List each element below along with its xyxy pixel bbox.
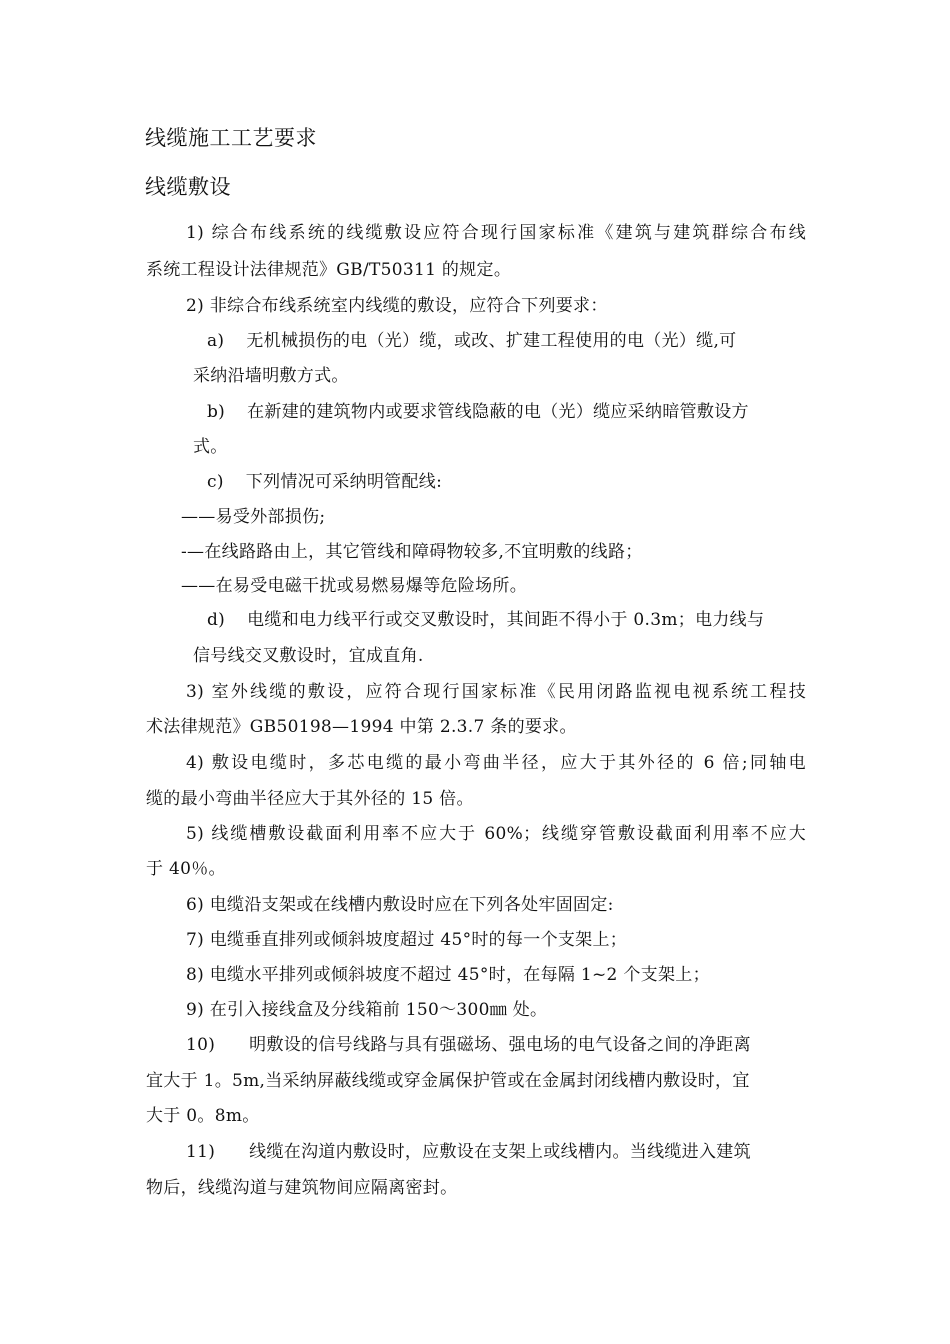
list-item-text: 电缆和电力线平行或交叉敷设时，其间距不得小于 0.3m；电力线与	[247, 610, 765, 630]
paragraph-line: 3) 室外线缆的敷设，应符合现行国家标准《民用闭路监视电视系统工程技	[186, 682, 806, 702]
list-marker: c)	[207, 472, 224, 492]
numbered-item-11	[186, 1144, 751, 1161]
paragraph-line: 信号线交叉敷设时，宜成直角.	[193, 646, 424, 666]
paragraph-line: 于 40％。	[146, 859, 226, 879]
paragraph-line: 术法律规范》GB50198—1994 中第 2.3.7 条的要求。	[146, 717, 577, 737]
list-item-text: 线缆在沟道内敷设时，应敷设在支架上或线槽内。当线缆进入建筑	[249, 1142, 751, 1162]
paragraph-line: 系统工程设计法律规范》GB/T50311 的规定。	[146, 260, 512, 280]
list-item-text: 下列情况可采纳明管配线:	[245, 472, 443, 492]
paragraph-line: 宜大于 1。5m,当采纳屏蔽线缆或穿金属保护管或在金属封闭线槽内敷设时，宜	[146, 1071, 750, 1091]
dash-item: ——易受外部损伤;	[181, 507, 326, 527]
paragraph-line: 8) 电缆水平排列或倾斜坡度不超过 45°时，在每隔 1~2 个支架上；	[186, 965, 710, 985]
paragraph-line: 5) 线缆槽敷设截面利用率不应大于 60%；线缆穿管敷设截面利用率不应大	[186, 824, 806, 844]
paragraph-line: 9) 在引入接线盒及分线箱前 150～300㎜ 处。	[186, 1000, 548, 1020]
numbered-item-10	[186, 1037, 751, 1054]
paragraph-line: 式。	[193, 437, 228, 457]
list-item-d	[207, 612, 764, 629]
paragraph-line: 大于 0。8m。	[146, 1106, 260, 1126]
dash-item: ——在易受电磁干扰或易燃易爆等危险场所。	[181, 576, 527, 596]
paragraph-line: 物后，线缆沟道与建筑物间应隔离密封。	[146, 1178, 458, 1198]
paragraph-line: 4) 敷设电缆时，多芯电缆的最小弯曲半径，应大于其外径的 6 倍;同轴电	[186, 753, 806, 773]
list-item-a	[207, 333, 807, 350]
list-item-c	[207, 474, 442, 491]
paragraph-line: 缆的最小弯曲半径应大于其外径的 15 倍。	[146, 789, 474, 809]
document-title: 线缆施工工艺要求	[145, 126, 317, 150]
paragraph-line: 采纳沿墙明敷方式。	[193, 366, 349, 386]
paragraph-line: 2) 非综合布线系统室内线缆的敷设，应符合下列要求：	[186, 296, 608, 316]
section-heading: 线缆敷设	[145, 175, 231, 199]
list-marker: a)	[207, 331, 225, 351]
list-marker: d)	[207, 610, 226, 630]
list-item-text: 无机械损伤的电（光）缆，或改、扩建工程使用的电（光）缆,可	[246, 331, 737, 351]
list-item-b	[207, 404, 749, 421]
list-marker: b)	[207, 402, 226, 422]
paragraph-line: 6) 电缆沿支架或在线槽内敷设时应在下列各处牢固固定:	[186, 895, 614, 915]
list-marker: 11)	[186, 1142, 216, 1162]
list-marker: 10)	[186, 1035, 216, 1055]
paragraph-line: 1) 综合布线系统的线缆敷设应符合现行国家标准《建筑与建筑群综合布线	[186, 223, 806, 243]
paragraph-line: 7) 电缆垂直排列或倾斜坡度超过 45°时的每一个支架上；	[186, 930, 628, 950]
list-item-text: 明敷设的信号线路与具有强磁场、强电场的电气设备之间的净距离	[249, 1035, 751, 1055]
list-item-text: 在新建的建筑物内或要求管线隐蔽的电（光）缆应采纳暗管敷设方	[247, 402, 749, 422]
dash-item: -—在线路路由上，其它管线和障碍物较多,不宜明敷的线路；	[181, 542, 643, 562]
